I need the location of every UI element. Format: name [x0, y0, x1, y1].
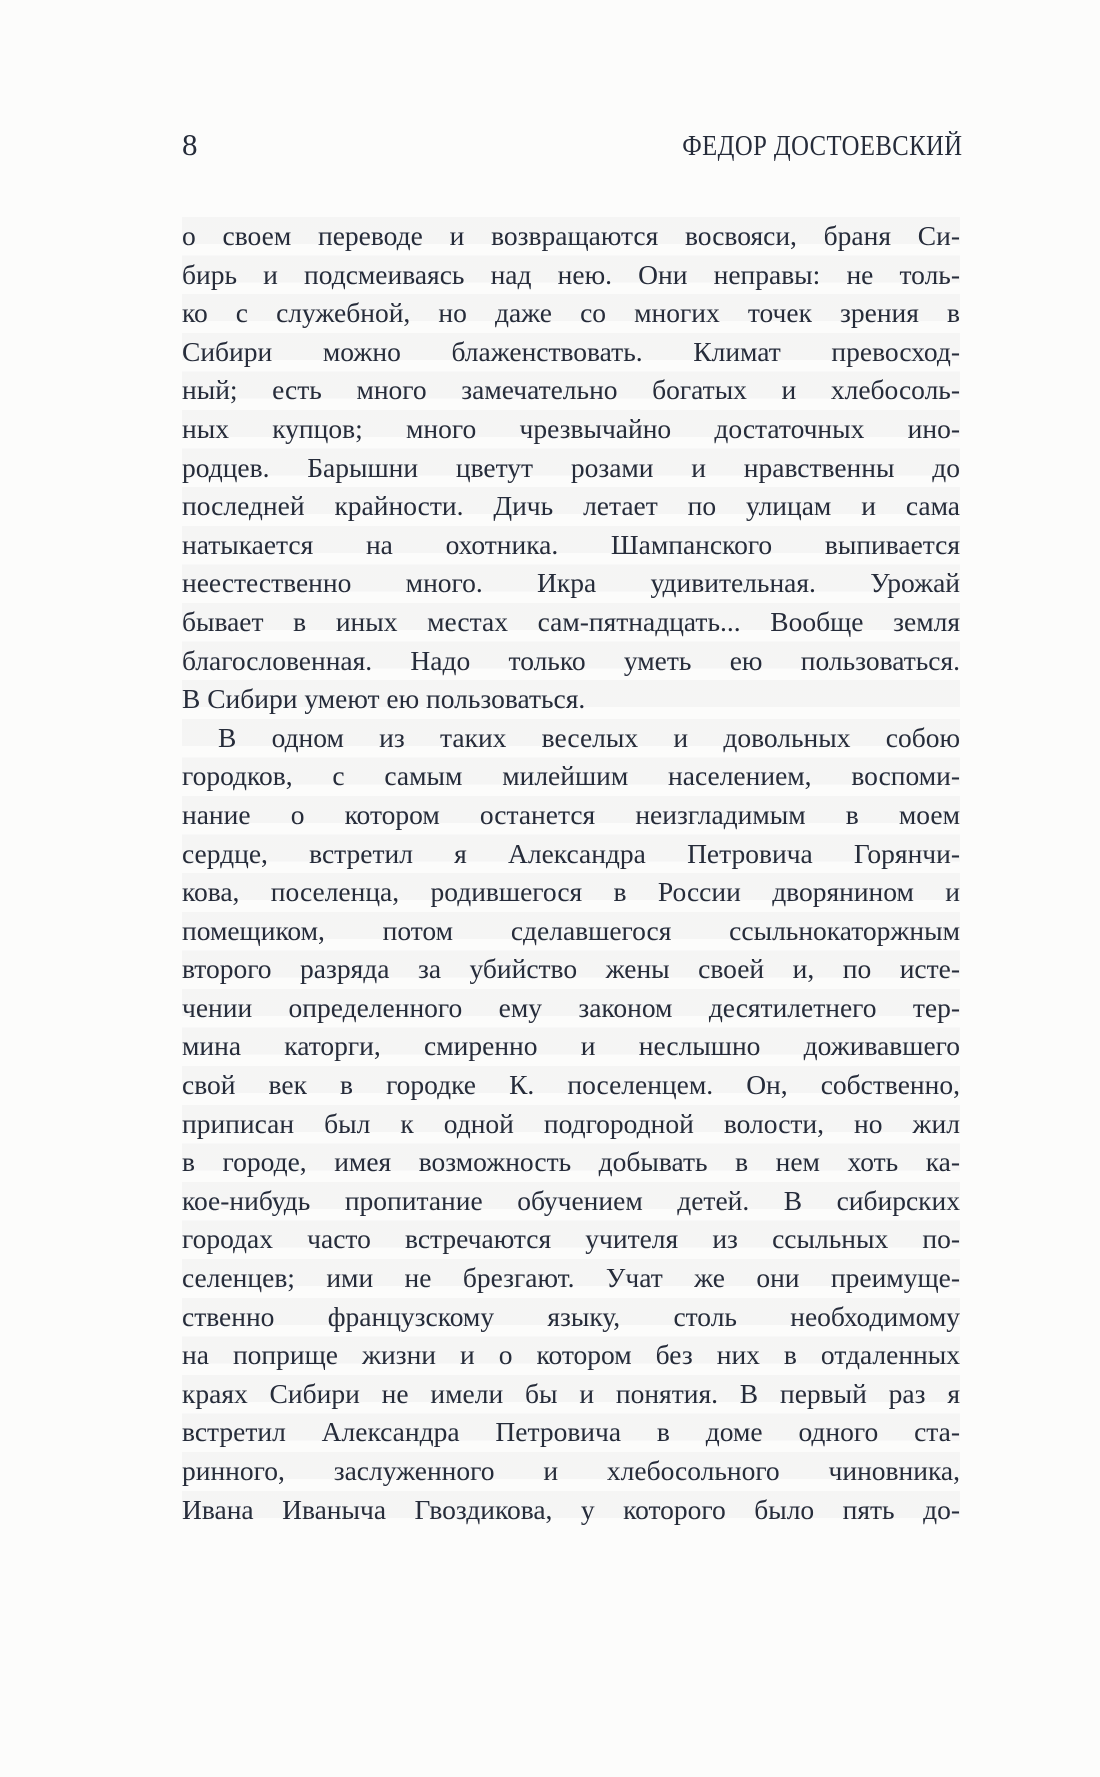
text-line: свой век в городке К. поселенцем. Он, собственно, — [182, 1069, 960, 1101]
text-line: приписан был к одной подгородной волости, но жил — [182, 1107, 960, 1139]
text-line: в городе, имея возможность добывать в нем хоть ка- — [182, 1146, 960, 1178]
text-line: Ивана Иваныча Гвоздикова, у которого было пять до- — [182, 1493, 960, 1525]
text-line: родцев. Барышни цветут розами и нравственны до — [182, 451, 960, 483]
text-line: городков, с самым милейшим населением, воспоми- — [182, 760, 960, 792]
text-line: чении определенного ему законом десятилетнего тер- — [182, 991, 960, 1023]
text-line: встретил Александра Петровича в доме одного ста- — [182, 1416, 960, 1448]
body-text — [182, 217, 960, 1529]
text-line: краях Сибири не имели бы и понятия. В первый раз я — [182, 1377, 960, 1409]
text-line: бирь и подсмеиваясь над нею. Они неправы: не толь- — [182, 258, 960, 290]
text-line: помещиком, потом сделавшегося ссыльнокаторжным — [182, 914, 960, 946]
text-line: ринного, заслуженного и хлебосольного чиновника, — [182, 1455, 960, 1486]
text-line: ко с служебной, но даже со многих точек зрения в — [182, 297, 960, 329]
text-line: о своем переводе и возвращаются восвояси, браня Си- — [182, 220, 960, 251]
text-line: неестественно много. Икра удивительная. Урожай — [182, 567, 960, 599]
text-line: ных купцов; много чрезвычайно достаточных ино- — [182, 412, 960, 444]
text-line: В Сибири умеют ею пользоваться. — [182, 683, 586, 715]
running-header-author: ФЕДОР ДОСТОЕВСКИЙ — [681, 131, 962, 162]
text-line: благословенная. Надо только уметь ею пользоваться. — [182, 644, 960, 676]
text-line: бывает в иных местах сам-пятнадцать... Вообще земля — [182, 605, 960, 637]
text-line: мина каторги, смиренно и неслышно доживавшего — [182, 1030, 960, 1062]
text-line: нание о котором останется неизгладимым в моем — [182, 798, 960, 830]
text-line: кое-нибудь пропитание обучением детей. В сибирских — [182, 1184, 960, 1216]
text-line: В одном из таких веселых и довольных собою — [218, 721, 960, 753]
text-line: городах часто встречаются учителя из ссыльных по- — [182, 1223, 960, 1255]
text-line: на поприще жизни и о котором без них в отдаленных — [182, 1339, 960, 1371]
text-line: натыкается на охотника. Шампанского выпивается — [182, 528, 960, 560]
text-line: второго разряда за убийство жены своей и, по исте- — [182, 953, 960, 985]
text-line: кова, поселенца, родившегося в России дворянином и — [182, 876, 960, 908]
text-line: селенцев; ими не брезгают. Учат же они преимуще- — [182, 1262, 960, 1294]
text-line: ственно французскому языку, столь необходимому — [182, 1300, 960, 1332]
text-line: сердце, встретил я Александра Петровича Горянчи- — [182, 837, 960, 869]
running-header — [182, 128, 962, 163]
page-number: 8 — [182, 127, 198, 162]
text-line: последней крайности. Дичь летает по улицам и сама — [182, 490, 960, 522]
text-line: Сибири можно блаженствовать. Климат превосход- — [182, 335, 960, 367]
text-line: ный; есть много замечательно богатых и хлебосоль- — [182, 374, 960, 406]
